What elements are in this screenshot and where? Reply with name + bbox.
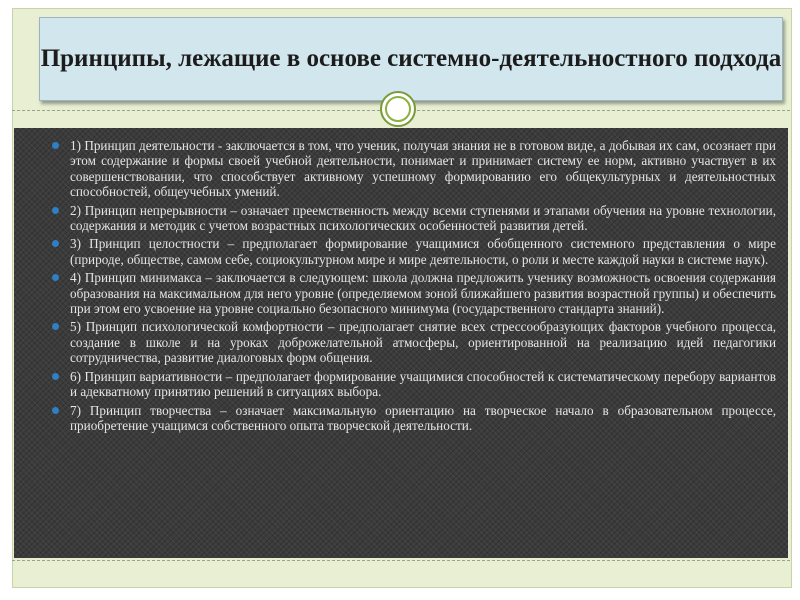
bullet-icon	[52, 142, 59, 149]
principle-text: 2) Принцип непрерывности – означает преемственность между всеми ступенями и этапами обучения на уровне технологии, содержания и методик с учетом возрастных психологических особенностей развития детей.	[70, 202, 776, 234]
principle-text: 1) Принцип деятельности - заключается в том, что ученик, получая знания не в готовом виде, а добывая их сам, осознает при этом содержание и формы своей учебной деятельности, понимает и принимает систему ее норм, активно участвует в их совершенствовании, что способствует активному успешному формированию его общекультурных и деятельностных способностей, общеучебных умений.	[70, 138, 776, 200]
circle-ornament-icon	[380, 91, 416, 127]
list-item	[54, 369, 776, 400]
title-box	[39, 17, 783, 101]
bullet-icon	[52, 373, 59, 380]
bullet-icon	[52, 274, 59, 281]
bullet-icon	[52, 407, 59, 414]
list-item	[54, 138, 776, 200]
list-item	[54, 403, 776, 434]
list-item	[54, 270, 776, 316]
principle-text: 5) Принцип психологической комфортности – предполагает снятие всех стрессообразующих факторов учебного процесса, создание в школе и на уроках доброжелательной атмосферы, ориентированной на реализацию идей педагогики сотрудничества, развитие диалоговых форм общения.	[70, 319, 776, 366]
list-item	[54, 319, 776, 365]
content-panel	[14, 128, 788, 558]
bullet-icon	[52, 240, 59, 247]
principle-text: 3) Принцип целостности – предполагает формирование учащимися обобщенного системного представления о мире (природе, обществе, самом себе, социокультурном мире и мире деятельности, о роли и месте каждой науки в системе наук).	[70, 236, 776, 267]
list-item	[54, 203, 776, 234]
divider-bottom	[12, 560, 790, 561]
bullet-icon	[52, 323, 59, 330]
principles-list	[54, 138, 776, 436]
principle-text: 4) Принцип минимакса – заключается в следующем: школа должна предложить ученику возможность освоения содержания образования на максимальном для него уровне (определяемом зоной ближайшего развития возрастной группы) и обеспечить при этом его усвоение на уровне социально безопасного минимума (государственного стандарта знаний).	[70, 270, 776, 317]
principle-text: 7) Принцип творчества – означает максимальную ориентацию на творческое начало в образовательном процессе, приобретение учащимся собственного опыта творческой деятельности.	[70, 402, 776, 433]
bullet-icon	[52, 207, 59, 214]
principle-text: 6) Принцип вариативности – предполагает формирование учащимися способностей к систематическому перебору вариантов и адекватному принятию решений в ситуациях выбора.	[70, 368, 776, 400]
slide-title: Принципы, лежащие в основе системно-деятельностного подхода	[40, 45, 782, 72]
list-item	[54, 236, 776, 267]
